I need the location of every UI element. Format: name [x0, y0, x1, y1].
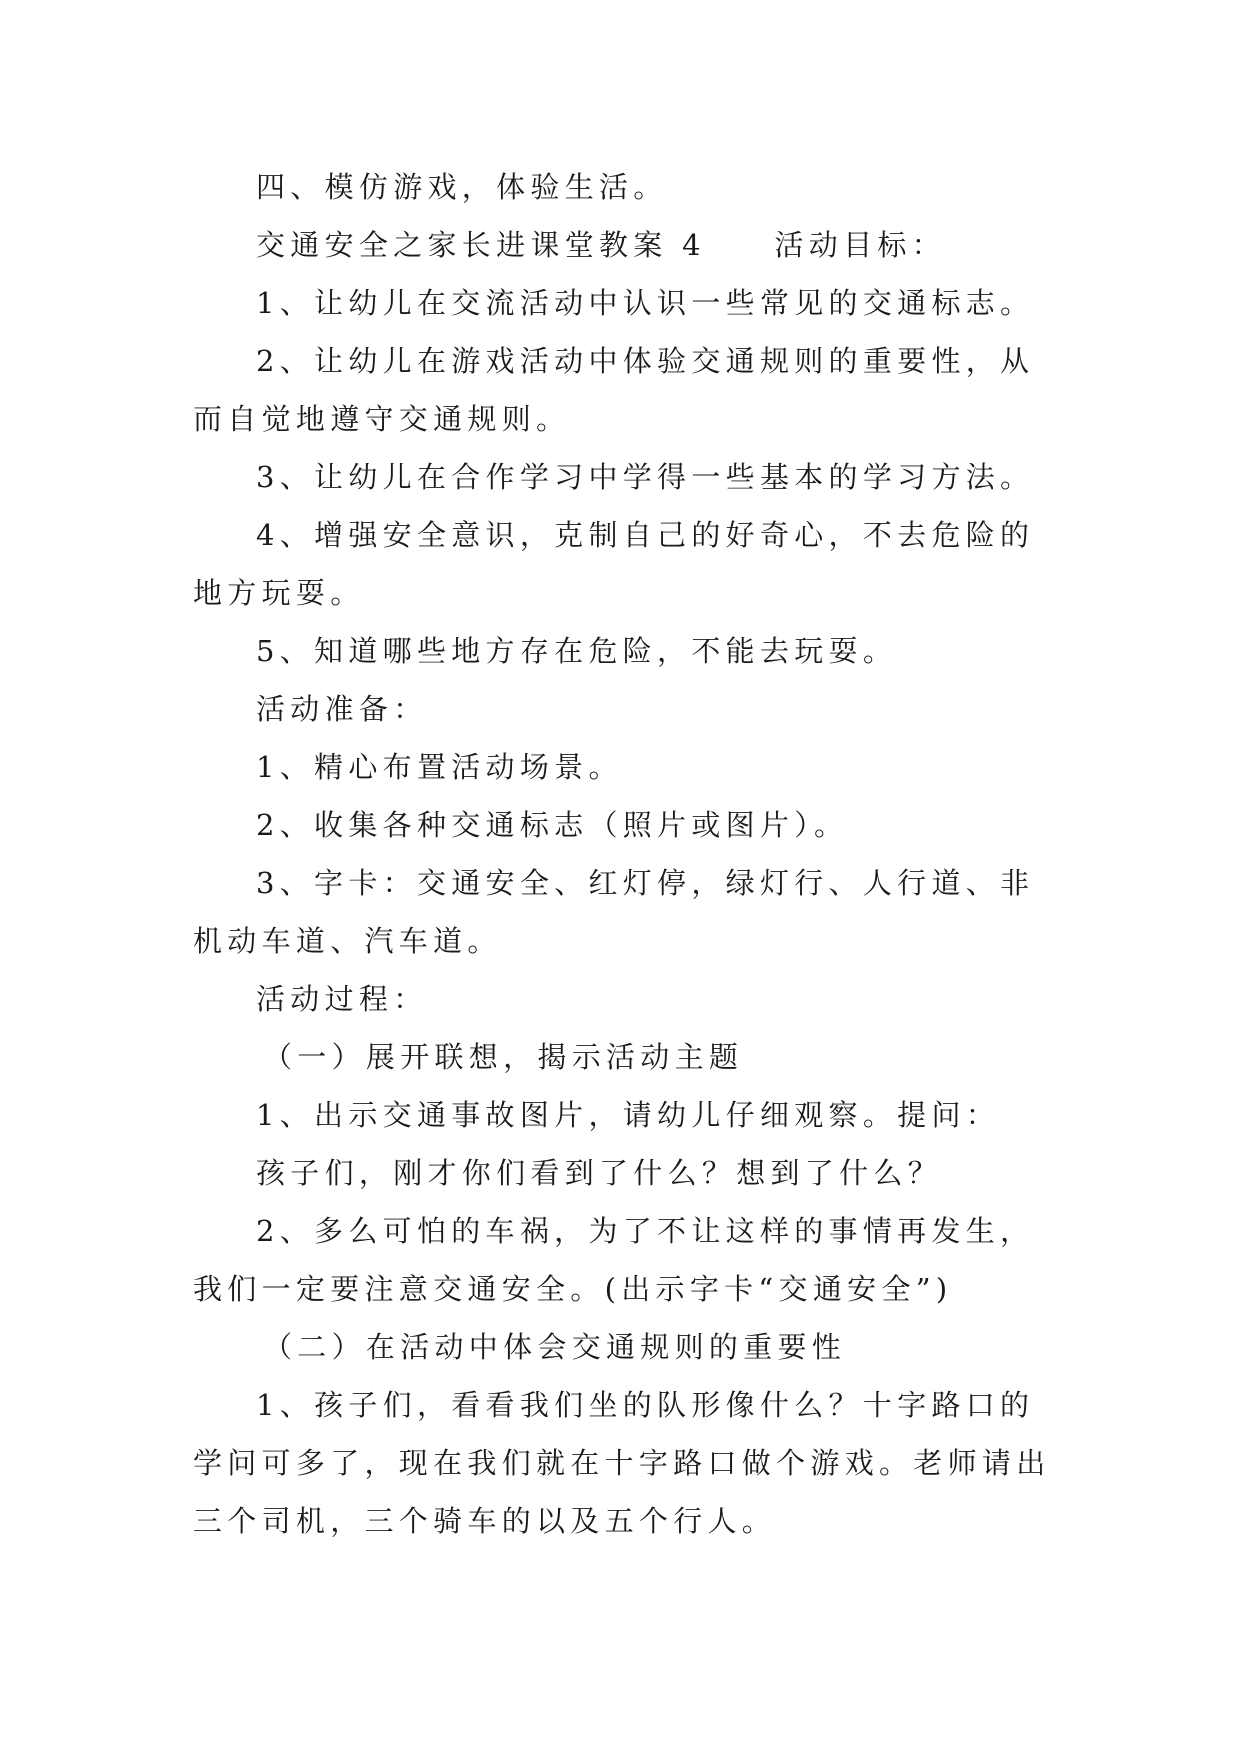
subsection-heading: （二）在活动中体会交通规则的重要性: [263, 1330, 847, 1364]
section-heading: 活动过程：: [256, 982, 428, 1016]
paragraph: 1、精心布置活动场景。: [256, 750, 623, 784]
paragraph: 3、字卡：交通安全、红灯停，绿灯行、人行道、非机动车道、汽车道。: [193, 866, 1035, 958]
paragraph: 1、出示交通事故图片，请幼儿仔细观察。提问：: [256, 1098, 1001, 1132]
paragraph: 2、让幼儿在游戏活动中体验交通规则的重要性，从而自觉地遵守交通规则。: [193, 344, 1035, 436]
lesson-plan-heading: 交通安全之家长进课堂教案 4 活动目标：: [256, 228, 946, 262]
paragraph: 孩子们，刚才你们看到了什么？想到了什么？: [256, 1156, 943, 1190]
subsection-heading: （一）展开联想，揭示活动主题: [263, 1040, 744, 1074]
paragraph: 2、收集各种交通标志（照片或图片）。: [256, 808, 849, 842]
paragraph: 四、模仿游戏，体验生活。: [256, 170, 668, 204]
section-heading: 活动准备：: [256, 692, 428, 726]
paragraph: 1、让幼儿在交流活动中认识一些常见的交通标志。: [256, 286, 1035, 320]
paragraph: 2、多么可怕的车祸，为了不让这样的事情再发生，我们一定要注意交通安全。(出示字卡“交通安全”): [193, 1214, 1035, 1306]
paragraph: 4、增强安全意识，克制自己的好奇心，不去危险的地方玩耍。: [193, 518, 1035, 610]
document-body: [193, 158, 1053, 1550]
paragraph: 1、孩子们，看看我们坐的队形像什么？十字路口的学问可多了，现在我们就在十字路口做个游戏。老师请出三个司机，三个骑车的以及五个行人。: [193, 1388, 1051, 1538]
paragraph: 5、知道哪些地方存在危险，不能去玩耍。: [256, 634, 898, 668]
paragraph: 3、让幼儿在合作学习中学得一些基本的学习方法。: [256, 460, 1035, 494]
